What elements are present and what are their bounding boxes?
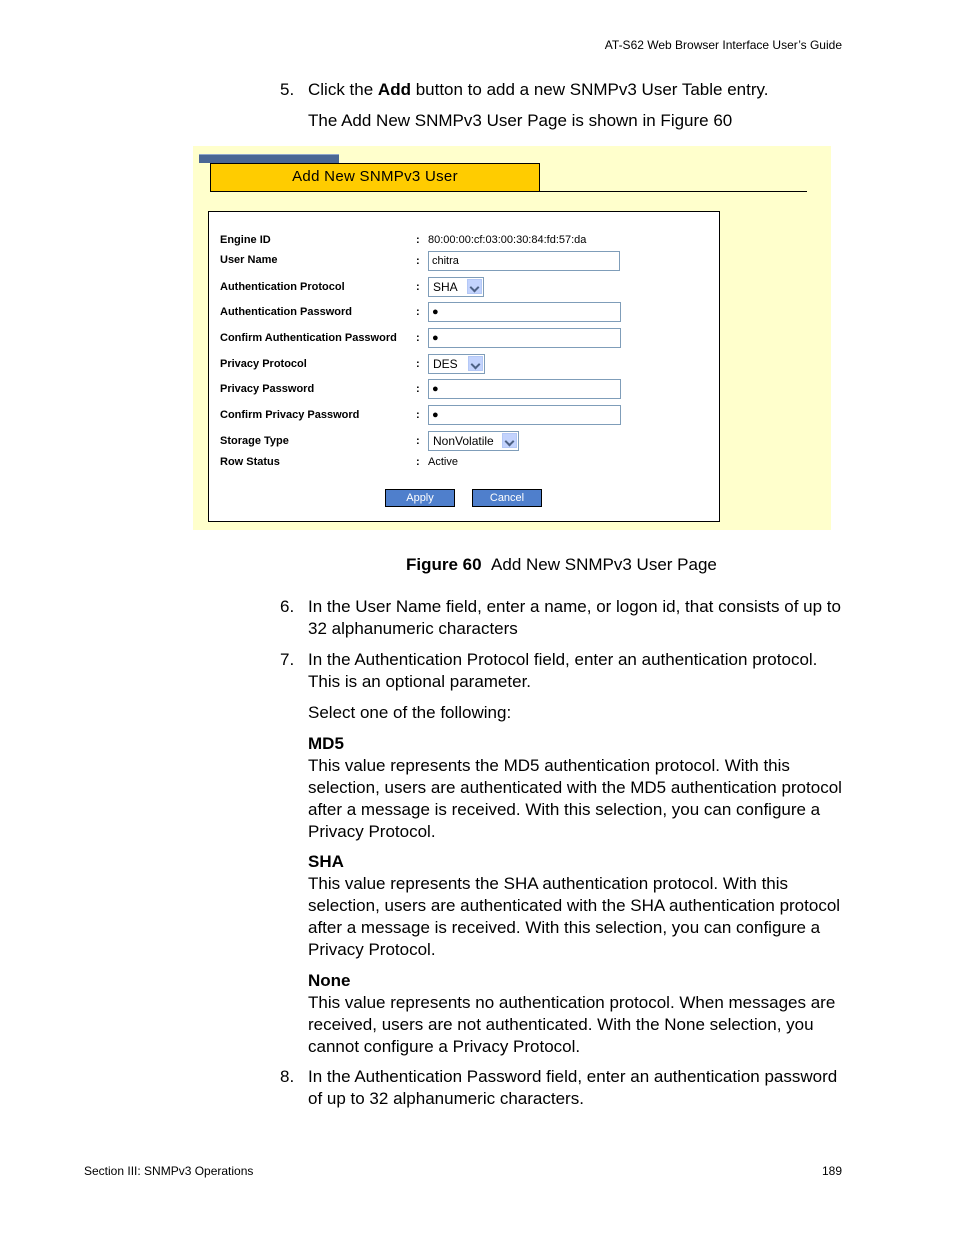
figure-tab-bar [199,154,339,163]
option-md5-name: MD5 [308,734,344,753]
add-button-reference: Add [377,80,411,99]
figure-number: Figure 60 [406,555,482,574]
confirm-privacy-password-label: Confirm Privacy Password [220,409,360,421]
option-sha-name: SHA [308,852,344,871]
auth-password-mask: ● [432,306,439,318]
confirm-auth-password-input[interactable] [428,328,621,348]
step-text-part: button to add a new SNMPv3 User Table entry. [410,80,769,99]
engine-id-label: Engine ID [220,234,271,246]
row-status-value: Active [428,456,458,468]
footer-section: Section III: SNMPv3 Operations [84,1164,254,1178]
step-number: 8. [280,1067,295,1086]
step-text [308,79,843,101]
page-number: 189 [821,1164,842,1178]
figure-caption-text: Add New SNMPv3 User Page [491,555,717,574]
chevron-down-icon[interactable] [502,433,517,448]
step-number: 6. [280,597,295,616]
auth-protocol-value: SHA [433,280,458,294]
apply-button[interactable]: Apply [385,489,455,507]
confirm-auth-password-mask: ● [432,332,439,344]
step-number: 5. [280,80,295,99]
colon: : [416,435,420,447]
colon: : [416,281,420,293]
chevron-down-icon[interactable] [468,356,483,371]
step-text: In the Authentication Protocol field, enter an authentication protocol. This is an optional parameter. [308,650,818,691]
option-none-name: None [308,971,351,990]
page-header: AT-S62 Web Browser Interface User’s Guide [604,38,842,52]
auth-protocol-select[interactable] [428,277,484,297]
colon: : [416,234,420,246]
privacy-password-mask: ● [432,383,439,395]
auth-protocol-label: Authentication Protocol [220,281,345,293]
storage-type-label: Storage Type [220,435,289,447]
snmpv3-user-form [208,211,720,522]
figure-divider [539,191,807,192]
select-intro: Select one of the following: [308,703,512,722]
privacy-protocol-select[interactable] [428,354,485,374]
option-none-description: This value represents no authentication protocol. When messages are received, users are not authenticated. With the None selection, you cannot configure a Privacy Protocol. [308,993,836,1056]
cancel-button[interactable]: Cancel [472,489,542,507]
colon: : [416,306,420,318]
option-sha-description: This value represents the SHA authentication protocol. With this selection, users are authenticated with the SHA authentication protocol after a message is received. With this selection, you can configure a Privacy Protocol. [308,874,841,959]
chevron-down-icon[interactable] [467,279,482,294]
storage-type-select[interactable] [428,431,519,451]
colon: : [416,255,420,267]
step-text: In the User Name field, enter a name, or logon id, that consists of up to 32 alphanumeric characters [308,597,841,638]
figure-reference: The Add New SNMPv3 User Page is shown in Figure 60 [308,111,733,130]
figure-screenshot [193,146,831,530]
privacy-protocol-value: DES [433,357,458,371]
colon: : [416,332,420,344]
user-name-value: chitra [432,255,459,267]
auth-password-label: Authentication Password [220,306,353,318]
row-status-label: Row Status [220,456,280,468]
colon: : [416,409,420,421]
step-text-part: Click the [308,80,378,99]
step-number: 7. [280,650,295,669]
colon: : [416,358,420,370]
confirm-privacy-password-input[interactable] [428,405,621,425]
colon: : [416,456,420,468]
privacy-protocol-label: Privacy Protocol [220,358,307,370]
figure-title: Add New SNMPv3 User [292,168,458,185]
engine-id-value: 80:00:00:cf:03:00:30:84:fd:57:da [428,234,587,246]
figure-title-box [210,163,540,192]
storage-type-value: NonVolatile [433,434,494,448]
user-name-label: User Name [220,254,278,266]
privacy-password-label: Privacy Password [220,383,315,395]
auth-password-input[interactable] [428,302,621,322]
option-md5-description: This value represents the MD5 authentication protocol. With this selection, users are authenticated with the MD5 authentication protocol after a message is received. With this selection, you can configure a Privacy Protocol. [308,756,842,841]
confirm-privacy-password-mask: ● [432,409,439,421]
confirm-auth-password-label: Confirm Authentication Password [220,332,397,344]
step-text: In the Authentication Password field, enter an authentication password of up to 32 alphanumeric characters. [308,1067,838,1108]
colon: : [416,383,420,395]
user-name-input[interactable] [428,251,620,271]
privacy-password-input[interactable] [428,379,621,399]
